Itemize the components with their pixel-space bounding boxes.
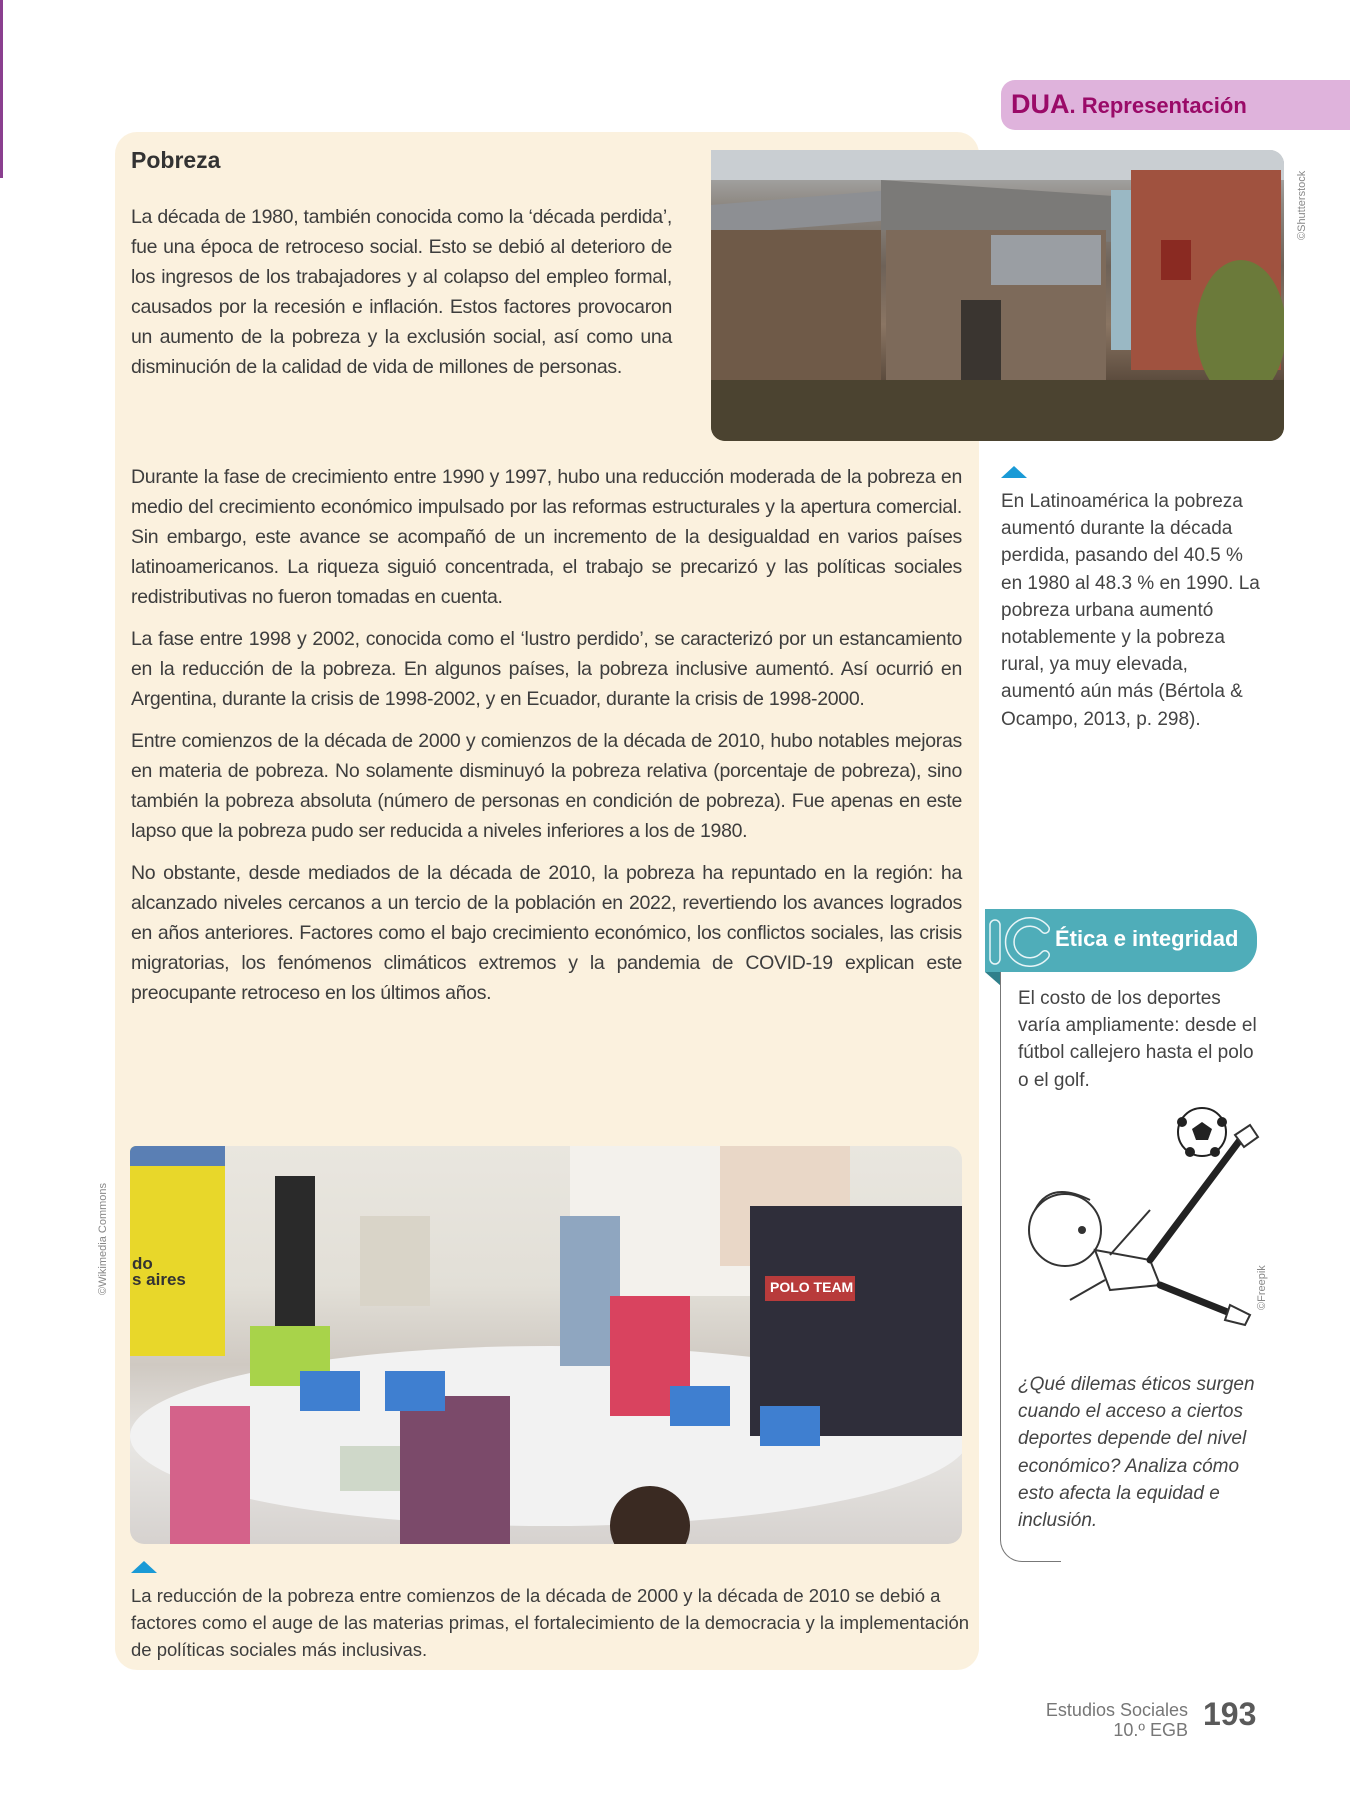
caption-triangle-icon — [1001, 466, 1027, 478]
page-number: 193 — [1203, 1696, 1257, 1732]
etica-header — [985, 909, 1257, 972]
etica-text: El costo de los deportes varía ampliamente: desde el fútbol callejero hasta el polo o el golf. — [1018, 988, 1257, 1091]
body-paragraph: Durante la fase de crecimiento entre 1990 y 1997, hubo una reducción moderada de la pobreza en medio del crecimiento económico impulsado por las reformas estructurales y la apertura comercial. Sin embargo, este avance se acompañó de un incremento de la desigualdad en varios países latinoamericanos. La riqueza siguió concentrada, el trabajo se precarizó y las políticas sociales redistributivas no fueron tomadas en cuenta. — [131, 466, 962, 608]
body-paragraph: No obstante, desde mediados de la década de 2010, la pobreza ha repuntado en la región: ha alcanzado niveles cercanos a un tercio de la población en 2022, revertiendo los avances logrados en años anteriores. Factores como el bajo crecimiento económico, los conflictos sociales, las crisis migratorias, los fenómenos climáticos extremos y la pandemia de COVID-19 explican este preocupante retroceso en los últimos años. — [131, 862, 962, 1004]
intro-paragraph: La década de 1980, también conocida como la ‘década perdida’, fue una época de retroceso social. Esto se debió al deterioro de los ingresos de los trabajadores y al colapso del empleo formal, causados por la recesión e inflación. Estos factores provocaron un aumento de la pobreza y la exclusión social, así como una disminución de la calidad de vida de millones de personas. — [131, 206, 672, 378]
photo1-credit: ©Shutterstock — [1296, 170, 1308, 240]
classroom-photo — [130, 1146, 962, 1544]
photo2-sign-text: do s aires — [132, 1254, 186, 1289]
body-text — [131, 462, 962, 1020]
footer-subject — [1046, 1700, 1188, 1740]
dua-label: DUA — [1011, 89, 1070, 119]
etica-fold — [985, 972, 1001, 986]
illustration-credit: ©Freepik — [1256, 1265, 1268, 1310]
slum-photo — [711, 150, 1284, 441]
body-paragraph: La fase entre 1998 y 2002, conocida como el ‘lustro perdido’, se caracterizó por un estancamiento en la reducción de la pobreza. En algunos países, la pobreza inclusive aumentó. Así ocurrió en Argentina, durante la crisis de 1998-2002, y en Ecuador, durante la crisis de 1998-2000. — [131, 628, 962, 710]
caption-triangle-icon — [131, 1561, 157, 1573]
etica-question: ¿Qué dilemas éticos surgen cuando el acceso a ciertos deportes depende del nivel económico? Analiza cómo esto afecta la equidad e inclusión. — [1018, 1374, 1255, 1532]
footer-grade: 10.º EGB — [1113, 1720, 1188, 1740]
ic-logo-icon — [987, 917, 1051, 967]
soccer-kid-illustration — [1010, 1100, 1260, 1345]
dua-banner — [1001, 80, 1350, 130]
photo2-credit: ©Wikimedia Commons — [97, 1182, 109, 1295]
margin-rule — [0, 0, 3, 178]
photo2-caption: La reducción de la pobreza entre comienzos de la década de 2000 y la década de 2010 se debió a factores como el auge de las materias primas, el fortalecimiento de la democracia y la implementación de políticas sociales más inclusivas. — [131, 1585, 970, 1660]
body-paragraph: Entre comienzos de la década de 2000 y comienzos de la década de 2010, hubo notables mejoras en materia de pobreza. No solamente disminuyó la pobreza relativa (porcentaje de pobreza), sino también la pobreza absoluta (número de personas en condición de pobreza). Fue apenas en este lapso que la pobreza pudo ser reducida a niveles inferiores a los de 1980. — [131, 730, 962, 842]
section-title: Pobreza — [131, 147, 221, 173]
dua-suffix: . Representación — [1069, 93, 1247, 118]
side-caption: En Latinoamérica la pobreza aumentó durante la década perdida, pasando del 40.5 % en 1980 al 48.3 % en 1990. La pobreza urbana aumentó notablemente y la pobreza rural, ya muy elevada, aumentó aún más (Bértola & Ocampo, 2013, p. 298). — [1001, 491, 1260, 730]
etica-title: Ética e integridad — [1055, 926, 1239, 951]
photo2-shirt-text: POLO TEAM — [770, 1279, 854, 1295]
footer-subject-name: Estudios Sociales — [1045, 1700, 1188, 1720]
